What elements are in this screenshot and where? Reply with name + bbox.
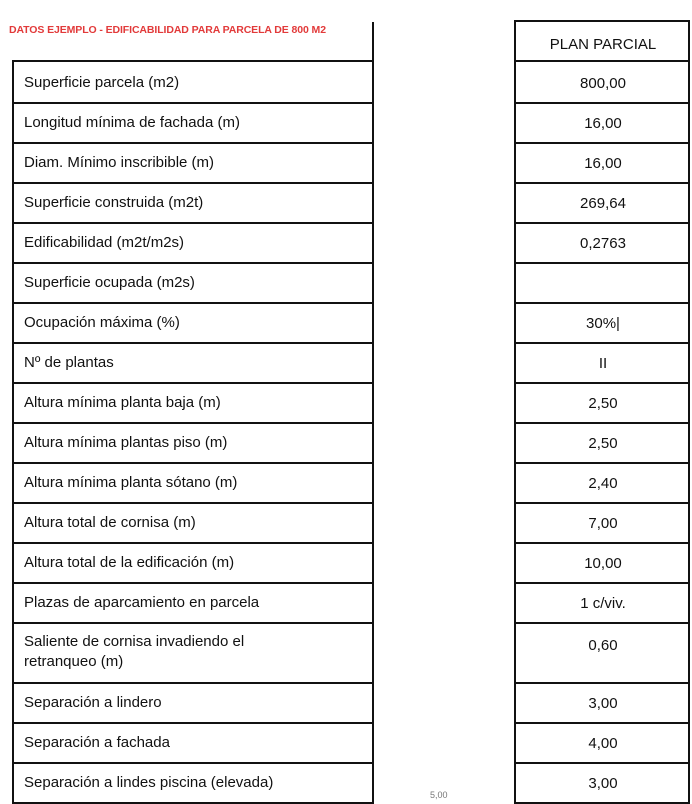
row-divider (12, 622, 373, 624)
row-divider (12, 302, 373, 304)
row-value: 4,00 (588, 735, 618, 752)
row-label-continued: retranqueo (m) (24, 653, 124, 670)
row-label: Ocupación máxima (%) (24, 314, 180, 331)
row-divider (514, 222, 690, 224)
row-divider (12, 182, 373, 184)
row-label: Superficie parcela (m2) (24, 74, 180, 91)
row-divider (12, 762, 373, 764)
row-divider (514, 262, 690, 264)
row-divider (514, 622, 690, 624)
row-divider (12, 582, 373, 584)
row-label: Separación a fachada (24, 734, 170, 751)
row-divider (12, 502, 373, 504)
header-top-border (514, 20, 690, 22)
row-divider (514, 60, 690, 62)
row-label: Separación a lindero (24, 694, 162, 711)
row-divider (514, 382, 690, 384)
row-divider (514, 682, 690, 684)
row-divider (12, 342, 373, 344)
row-value: 0,2763 (580, 235, 626, 252)
row-label: Saliente de cornisa invadiendo el (24, 633, 245, 650)
row-divider (514, 422, 690, 424)
row-divider (12, 682, 373, 684)
row-divider (12, 382, 373, 384)
column-header: PLAN PARCIAL (549, 36, 657, 53)
row-value: 16,00 (584, 155, 622, 172)
row-label: Edificabilidad (m2t/m2s) (24, 234, 185, 251)
row-label: Nº de plantas (24, 354, 114, 371)
row-label: Plazas de aparcamiento en parcela (24, 594, 260, 611)
row-divider (12, 462, 373, 464)
row-divider (514, 182, 690, 184)
row-label: Altura total de cornisa (m) (24, 514, 196, 531)
row-label: Altura mínima planta sótano (m) (24, 474, 238, 491)
row-divider (514, 542, 690, 544)
row-value: 7,00 (588, 515, 618, 532)
row-divider (514, 582, 690, 584)
row-divider (12, 142, 373, 144)
row-value: 1 c/viv. (580, 595, 626, 612)
faint-text: 5,00 (430, 790, 448, 800)
row-value: 800,00 (580, 75, 626, 92)
row-value: 30%| (586, 315, 620, 332)
row-divider (12, 262, 373, 264)
row-label: Diam. Mínimo inscribible (m) (24, 154, 215, 171)
row-label: Altura mínima planta baja (m) (24, 394, 221, 411)
row-value: 3,00 (588, 775, 618, 792)
row-value: 3,00 (588, 695, 618, 712)
row-value: 16,00 (584, 115, 622, 132)
row-label: Altura mínima plantas piso (m) (24, 434, 228, 451)
row-divider (12, 722, 373, 724)
row-divider (12, 222, 373, 224)
row-divider (514, 342, 690, 344)
row-value: 0,60 (588, 637, 618, 654)
row-label: Separación a lindes piscina (elevada) (24, 774, 274, 791)
row-value: 2,50 (588, 435, 618, 452)
row-divider (12, 542, 373, 544)
row-divider (514, 462, 690, 464)
blank-column (372, 22, 518, 804)
row-divider (12, 422, 373, 424)
row-value: 10,00 (584, 555, 622, 572)
row-divider (514, 722, 690, 724)
row-divider (514, 302, 690, 304)
row-label: Superficie ocupada (m2s) (24, 274, 195, 291)
row-label: Longitud mínima de fachada (m) (24, 114, 240, 131)
row-divider (514, 502, 690, 504)
document-title: DATOS EJEMPLO - EDIFICABILIDAD PARA PARCELA DE 800 M2 (9, 24, 326, 36)
row-value: 2,50 (588, 395, 618, 412)
row-label: Superficie construida (m2t) (24, 194, 204, 211)
row-value: 269,64 (580, 195, 626, 212)
row-divider (12, 102, 373, 104)
row-value: 2,40 (588, 475, 618, 492)
table-left-border (12, 60, 14, 804)
row-divider (514, 762, 690, 764)
row-value: II (598, 355, 608, 372)
row-divider (514, 142, 690, 144)
row-label: Altura total de la edificación (m) (24, 554, 235, 571)
row-divider (514, 102, 690, 104)
table-top-border (12, 60, 373, 62)
